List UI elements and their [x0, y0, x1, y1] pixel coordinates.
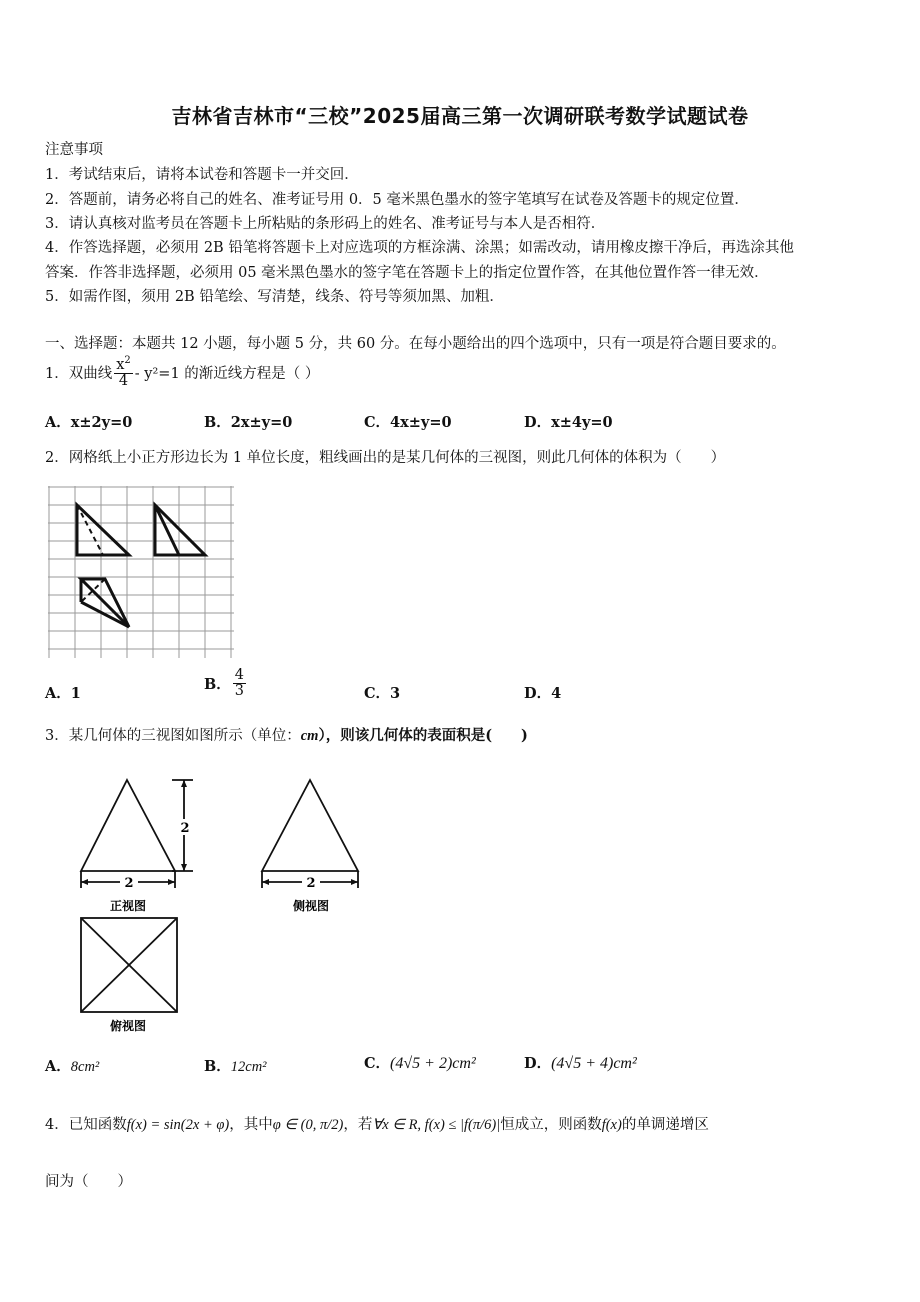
q2-option-d[interactable] — [524, 682, 561, 703]
q3-stem-a: 3．某几何体的三视图如图所示（单位： — [45, 728, 301, 744]
option-label: B． — [204, 414, 231, 431]
q1-fraction — [114, 356, 133, 389]
q2-option-c[interactable] — [364, 682, 400, 703]
q2-option-b-fraction — [233, 668, 246, 699]
q4-text: ，若 — [343, 1117, 373, 1133]
option-text: 4 — [551, 685, 562, 702]
q3-stem-b: ），则该几何体的表面积是( ) — [318, 727, 528, 744]
fraction-numerator: 4 — [234, 667, 244, 683]
q1-frac-exp: 2 — [124, 355, 131, 366]
q3-stem-unit: cm — [300, 728, 319, 744]
option-text: 1 — [70, 685, 81, 702]
option-text: 4x±y=0 — [390, 414, 452, 431]
option-label: B． — [204, 676, 231, 694]
q4-text: 的单调递增区 — [621, 1117, 709, 1133]
front-height-label: 2 — [180, 821, 190, 836]
option-label: A． — [45, 1058, 71, 1075]
question-3-stem — [45, 724, 528, 745]
q1-option-d[interactable] — [524, 411, 613, 432]
q3-option-b[interactable] — [204, 1055, 267, 1076]
option-text: 2x±y=0 — [230, 414, 293, 431]
option-text: x±4y=0 — [551, 414, 613, 431]
option-text: x±2y=0 — [70, 414, 133, 431]
option-label: C． — [364, 414, 391, 431]
option-label: C． — [364, 685, 391, 702]
side-view-caption: 侧视图 — [292, 899, 330, 913]
q2-three-view-grid-figure — [48, 486, 238, 662]
section-heading: 一、选择题：本题共 12 小题，每小题 5 分，共 60 分。在每小题给出的四个选项中，只有一项是符合题目要求的。 — [45, 336, 786, 352]
q1-frac-den: 4 — [118, 373, 129, 390]
option-text: 12cm² — [230, 1059, 267, 1075]
notice-item: 答案．作答非选择题，必须用 05 毫米黑色墨水的签字笔在答题卡上的指定位置作答，在其他位置作答一律无效． — [45, 265, 769, 281]
notice-item: 3．请认真核对监考员在答题卡上所粘贴的条形码上的姓名、准考证号与本人是否相符． — [45, 216, 606, 232]
q3-option-d[interactable] — [524, 1052, 637, 1073]
q3-option-c[interactable] — [364, 1052, 476, 1073]
question-1-stem — [45, 356, 319, 389]
option-text: (4√5 + 2)cm² — [390, 1055, 476, 1072]
option-text: (4√5 + 4)cm² — [551, 1055, 637, 1072]
option-label: C． — [364, 1055, 391, 1072]
q3-option-a[interactable] — [45, 1055, 99, 1076]
question-4-stem-continued: 间为（ ） — [45, 1174, 132, 1190]
q1-frac-num: x — [116, 356, 125, 373]
front-width-label: 2 — [124, 876, 134, 891]
notice-item: 2．答题前，请务必将自己的姓名、准考证号用 0．5 毫米黑色墨水的签字笔填写在试卷及答题卡的规定位置． — [45, 192, 749, 208]
q4-text: 恒成立，则函数 — [500, 1117, 602, 1133]
q2-option-b[interactable] — [204, 668, 248, 699]
q4-text: 4．已知函数 — [45, 1117, 127, 1133]
notice-heading: 注意事项 — [45, 142, 103, 158]
q1-option-a[interactable] — [45, 411, 132, 432]
q4-formula: f(x) = sin(2x + φ) — [126, 1117, 230, 1133]
option-label: D． — [524, 414, 552, 431]
q1-suffix: - y²=1 的渐近线方程是（ ） — [134, 366, 320, 383]
option-text: 8cm² — [70, 1059, 100, 1075]
q1-option-b[interactable] — [204, 411, 292, 432]
question-2-stem: 2．网格纸上小正方形边长为 1 单位长度，粗线画出的是某几何体的三视图，则此几何体的体积为（ ） — [45, 450, 726, 466]
notice-item: 4．作答选择题，必须用 2B 铅笔将答题卡上对应选项的方框涂满、涂黑；如需改动，请用橡皮擦干净后，再选涂其他 — [45, 240, 794, 256]
top-view-caption: 俯视图 — [109, 1019, 147, 1033]
q4-formula: ∀x ∈ R, f(x) ≤ |f(π/6)| — [372, 1117, 501, 1133]
q2-option-a[interactable] — [45, 682, 81, 703]
q4-formula: φ ∈ (0, π/2) — [272, 1117, 344, 1133]
option-label: A． — [45, 685, 71, 702]
side-width-label: 2 — [306, 876, 316, 891]
notice-item: 5．如需作图，须用 2B 铅笔绘、写清楚，线条、符号等须加黑、加粗． — [45, 289, 504, 305]
q3-three-view-figure — [76, 772, 376, 1034]
page-title: 吉林省吉林市“三校”2025届高三第一次调研联考数学试题试卷 — [171, 104, 749, 128]
option-label: D． — [524, 1055, 552, 1072]
q4-text: ，其中 — [229, 1117, 273, 1133]
fraction-denominator: 3 — [234, 683, 244, 700]
q1-option-c[interactable] — [364, 411, 452, 432]
q1-prefix: 1．双曲线 — [45, 366, 113, 383]
option-label: B． — [204, 1058, 231, 1075]
question-4-stem — [45, 1113, 709, 1134]
front-view-caption: 正视图 — [109, 899, 147, 913]
option-text: 3 — [390, 685, 401, 702]
option-label: A． — [45, 414, 71, 431]
option-label: D． — [524, 685, 552, 702]
q4-formula: f(x) — [601, 1117, 622, 1133]
notice-item: 1．考试结束后，请将本试卷和答题卡一并交回． — [45, 167, 359, 183]
